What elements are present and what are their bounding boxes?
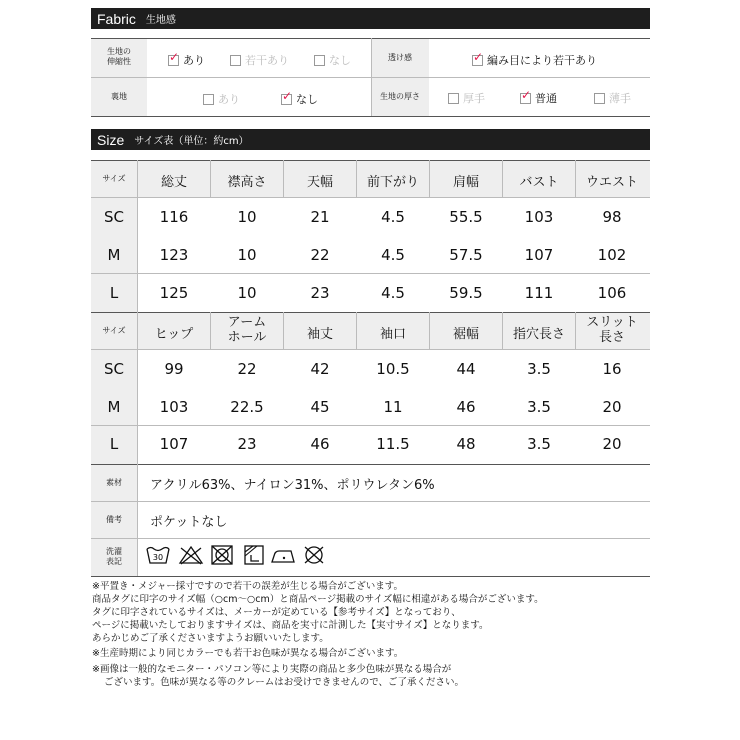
table-cell: 123 <box>159 246 189 264</box>
table2-row-size: L <box>109 435 119 453</box>
header-total-length: 総丈 <box>160 175 188 190</box>
care-label: 洗濯 表記 <box>106 547 122 566</box>
checkbox-icon <box>281 94 292 105</box>
note-line: 商品タグに印字のサイズ幅（○cm～○cm）と商品ページ掲載のサイズ幅に相違がある場合がございます。 <box>92 594 544 605</box>
checkbox-icon <box>594 93 605 104</box>
header-front-drop: 前下がり <box>366 175 420 190</box>
table-cell: 10.5 <box>376 360 410 378</box>
table-cell: 22 <box>237 360 257 378</box>
table-cell: 59.5 <box>449 284 483 302</box>
stretch-label: 生地の 伸縮性 <box>107 47 131 66</box>
thickness-option-thick[interactable]: 厚手 <box>448 90 485 106</box>
header-shoulder: 肩幅 <box>452 175 480 190</box>
note-line: タグに印字されているサイズは、メーカーが定めている【参考サイズ】となっており、 <box>92 607 461 618</box>
note-line: あらかじめご了承くださいますようお願いいたします。 <box>92 633 329 644</box>
checkbox-icon <box>230 55 241 66</box>
no-bleach-icon <box>178 545 204 565</box>
fabric-subtitle: 生地感 <box>145 15 176 26</box>
remarks-value: ポケットなし <box>150 515 228 530</box>
table1-row-label: サイズ <box>102 174 126 183</box>
table-cell: 16 <box>602 360 622 378</box>
header-waist: ウエスト <box>585 175 639 190</box>
header-hem-width: 裾幅 <box>452 327 480 342</box>
table-cell: 20 <box>602 435 622 453</box>
header-cuff: 袖口 <box>379 327 407 342</box>
table-cell: 48 <box>456 435 476 453</box>
hand-wash-30-icon <box>146 545 170 565</box>
thickness-option-thin[interactable]: 薄手 <box>594 90 631 106</box>
table-cell: 107 <box>524 246 554 264</box>
table-cell: 23 <box>237 435 257 453</box>
table-cell: 11 <box>383 398 403 416</box>
lining-option-yes[interactable]: あり <box>203 91 240 107</box>
thickness-option-normal[interactable]: ✓ 普通 <box>520 90 557 106</box>
stretch-option-no[interactable]: なし <box>314 52 351 68</box>
table-cell: 116 <box>159 208 189 226</box>
material-value: アクリル63%、ナイロン31%、ポリウレタン6% <box>150 478 435 493</box>
table2-row-size: SC <box>104 360 124 378</box>
table-cell: 106 <box>597 284 627 302</box>
table-cell: 21 <box>310 208 330 226</box>
table1-row-size: L <box>109 284 119 302</box>
table-cell: 102 <box>597 246 627 264</box>
table-cell: 4.5 <box>381 284 405 302</box>
table-cell: 4.5 <box>381 246 405 264</box>
low-iron-icon <box>270 545 296 565</box>
table-cell: 98 <box>602 208 622 226</box>
header-hip: ヒップ <box>154 327 194 342</box>
fabric-header-bar <box>91 8 650 29</box>
material-label: 素材 <box>106 478 122 487</box>
checkbox-icon <box>168 55 179 66</box>
shade-dry-icon <box>243 545 265 565</box>
table-cell: 99 <box>164 360 184 378</box>
wash-temp-label: 30 <box>152 553 164 562</box>
table-cell: 125 <box>159 284 189 302</box>
table-cell: 46 <box>456 398 476 416</box>
checkbox-icon <box>203 94 214 105</box>
note-line: ※画像は一般的なモニター・パソコン等により実際の商品と多少色味が異なる場合が <box>92 664 452 675</box>
table-cell: 22 <box>310 246 330 264</box>
table-cell: 57.5 <box>449 246 483 264</box>
no-dry-clean-icon <box>302 545 326 565</box>
table-cell: 111 <box>524 284 554 302</box>
table-cell: 22.5 <box>230 398 264 416</box>
table1-row-size: M <box>107 246 121 264</box>
header-thumbhole-length: 指穴長さ <box>512 327 566 342</box>
checkbox-icon <box>448 93 459 104</box>
note-line: ※生産時期により同じカラーでも若干お色味が異なる場合がございます。 <box>92 648 404 659</box>
table-cell: 10 <box>237 284 257 302</box>
header-sleeve-length: 袖丈 <box>306 327 334 342</box>
checkbox-icon <box>314 55 325 66</box>
table-cell: 23 <box>310 284 330 302</box>
table-cell: 103 <box>524 208 554 226</box>
table2-row-label: サイズ <box>102 326 126 335</box>
table-cell: 44 <box>456 360 476 378</box>
table-cell: 11.5 <box>376 435 410 453</box>
table-cell: 10 <box>237 208 257 226</box>
thickness-label: 生地の厚さ <box>380 92 420 101</box>
size-title: Size <box>97 131 125 148</box>
sheer-option[interactable]: ✓ 編み目により若干あり <box>472 52 597 68</box>
table2-row-size: M <box>107 398 121 416</box>
table-cell: 3.5 <box>527 435 551 453</box>
stretch-option-yes[interactable]: ✓ あり <box>168 52 205 68</box>
header-collar-height: 襟高さ <box>227 175 267 190</box>
table-cell: 55.5 <box>449 208 483 226</box>
table-cell: 20 <box>602 398 622 416</box>
header-slit-length: スリット 長さ <box>586 315 638 345</box>
table-cell: 45 <box>310 398 330 416</box>
table-cell: 107 <box>159 435 189 453</box>
lining-label: 裏地 <box>111 92 127 101</box>
table-cell: 4.5 <box>381 208 405 226</box>
table-cell: 42 <box>310 360 330 378</box>
size-header-bar <box>91 129 650 150</box>
table-cell: 10 <box>237 246 257 264</box>
header-neck-width: 天幅 <box>306 175 334 190</box>
no-tumble-dry-icon <box>210 545 234 565</box>
header-bust: バスト <box>519 175 559 190</box>
checkbox-icon <box>520 93 531 104</box>
remarks-label: 備考 <box>106 515 122 524</box>
table-cell: 46 <box>310 435 330 453</box>
table-cell: 103 <box>159 398 189 416</box>
note-line: ※平置き・メジャー採寸ですので若干の誤差が生じる場合がございます。 <box>92 581 404 592</box>
fabric-title: Fabric <box>97 10 136 27</box>
note-line: ページに掲載いたしておりますサイズは、商品を実寸に計測した【実寸サイズ】となります。 <box>92 620 489 631</box>
table-cell: 3.5 <box>527 398 551 416</box>
sheer-label: 透け感 <box>388 53 412 62</box>
table-cell: 3.5 <box>527 360 551 378</box>
table1-row-size: SC <box>104 208 124 226</box>
lining-option-no[interactable]: ✓ なし <box>281 91 318 107</box>
header-armhole: アーム ホール <box>227 315 267 345</box>
note-line: ございます。色味が異なる等のクレームはお受けできませんので、ご了承ください。 <box>104 677 465 688</box>
stretch-option-slight[interactable]: 若干あり <box>230 52 289 68</box>
checkbox-icon <box>472 55 483 66</box>
size-subtitle: サイズ表（単位：約cm） <box>134 136 249 147</box>
